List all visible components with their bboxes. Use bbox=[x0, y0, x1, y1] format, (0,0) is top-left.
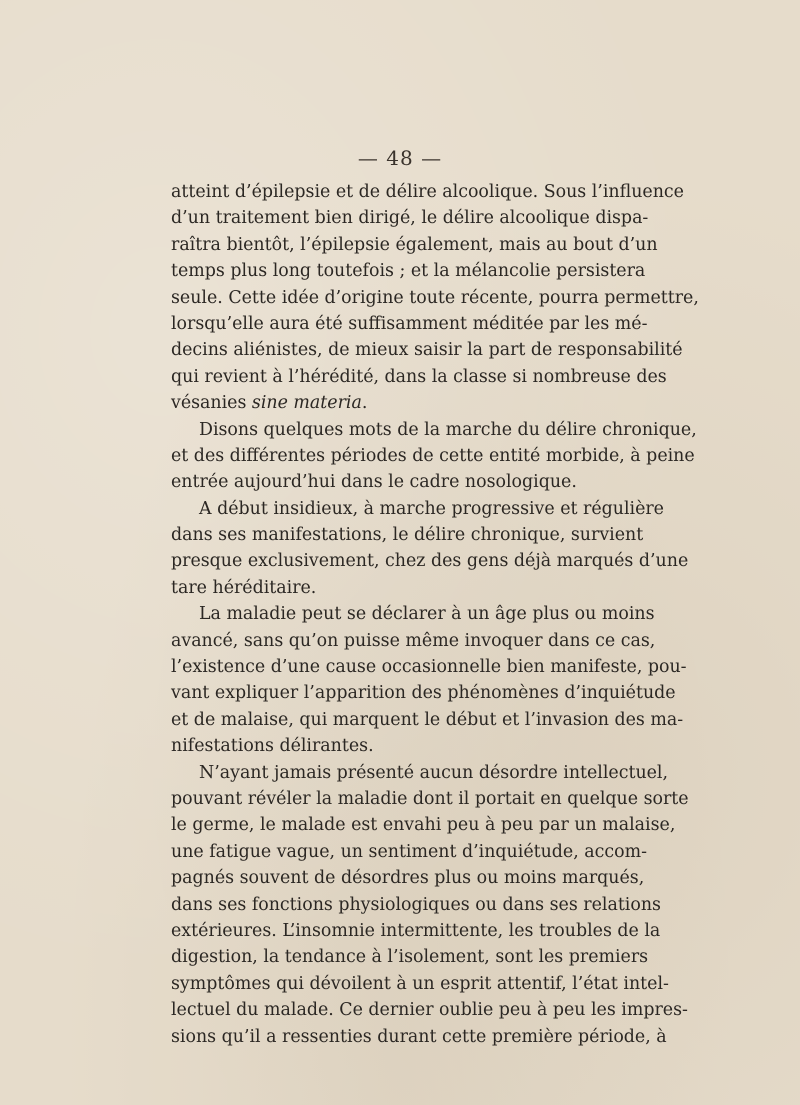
line-text: atteint d’épilepsie et de délire alcoolique. Sous l’influence bbox=[171, 182, 684, 202]
text-line bbox=[171, 865, 645, 891]
line-text: extérieures. L’insomnie intermittente, les troubles de la bbox=[171, 920, 661, 941]
text-line bbox=[171, 390, 630, 416]
line-text: digestion, la tendance à l’isolement, sont les premiers bbox=[171, 947, 649, 968]
line-text: sions qu’il a ressenties durant cette première période, à bbox=[171, 1026, 667, 1047]
text-line bbox=[171, 812, 676, 838]
text-line bbox=[171, 786, 689, 812]
line-text: symptômes qui dévoilent à un esprit attentif, l’état intel- bbox=[171, 973, 669, 994]
text-line bbox=[171, 311, 648, 337]
line-text: seule. Cette idée d’origine toute récente, pourra permettre, bbox=[171, 287, 699, 308]
line-text: qui revient à l’hérédité, dans la classe si nombreuse des bbox=[171, 366, 667, 387]
text-line bbox=[171, 285, 699, 311]
text-line bbox=[171, 707, 684, 733]
line-text: et de malaise, qui marquent le début et l’invasion des ma- bbox=[171, 709, 684, 730]
line-text: dans ses manifestations, le délire chronique, survient bbox=[171, 525, 644, 546]
text-line bbox=[171, 496, 664, 522]
body-text bbox=[171, 179, 699, 1050]
page-number: — 48 — bbox=[357, 146, 443, 170]
text-line bbox=[171, 997, 688, 1023]
text-line bbox=[171, 548, 689, 574]
line-text: presque exclusivement, chez des gens déjà marqués d’une bbox=[171, 551, 689, 572]
line-text: Disons quelques mots de la marche du délire chronique, bbox=[199, 419, 697, 440]
text-line bbox=[171, 258, 646, 284]
text-line bbox=[171, 628, 656, 654]
line-text: N’ayant jamais présenté aucun désordre intellectuel, bbox=[199, 762, 669, 783]
text-line bbox=[171, 1024, 667, 1050]
line-text: lorsqu’elle aura été suffisamment méditée par les mé- bbox=[171, 313, 648, 334]
text-line bbox=[171, 839, 647, 865]
text-line bbox=[171, 892, 661, 918]
line-text: temps plus long toutefois ; et la mélancolie persistera bbox=[171, 261, 646, 282]
line-text: A début insidieux, à marche progressive et régulière bbox=[199, 498, 664, 519]
line-text: vésanies bbox=[171, 393, 252, 414]
text-line bbox=[171, 601, 655, 627]
text-line bbox=[171, 522, 644, 548]
line-text: tare héréditaire. bbox=[171, 577, 317, 598]
line-text: dans ses fonctions physiologiques ou dans ses relations bbox=[171, 894, 661, 915]
text-line bbox=[171, 179, 684, 205]
line-text: pagnés souvent de désordres plus ou moins marqués, bbox=[171, 868, 645, 889]
italic-phrase: sine materia bbox=[251, 393, 362, 414]
text-line bbox=[171, 760, 669, 786]
text-line bbox=[171, 654, 687, 680]
text-line bbox=[171, 469, 630, 495]
text-line bbox=[171, 364, 667, 390]
text-line bbox=[171, 918, 661, 944]
line-text: La maladie peut se déclarer à un âge plus ou moins bbox=[199, 604, 655, 625]
line-text: avancé, sans qu’on puisse même invoquer dans ce cas, bbox=[171, 630, 656, 651]
text-line bbox=[171, 205, 649, 231]
line-text: pouvant révéler la maladie dont il portait en quelque sorte bbox=[171, 788, 689, 809]
line-text: vant expliquer l’apparition des phénomènes d’inquiétude bbox=[171, 683, 676, 704]
text-line bbox=[171, 944, 649, 970]
text-line bbox=[171, 417, 697, 443]
line-text: lectuel du malade. Ce dernier oublie peu à peu les impres- bbox=[171, 1000, 688, 1021]
line-text: une fatigue vague, un sentiment d’inquiétude, accom- bbox=[171, 841, 647, 862]
line-text: l’existence d’une cause occasionnelle bien manifeste, pou- bbox=[171, 657, 687, 678]
text-line bbox=[171, 971, 669, 997]
line-text: decins aliénistes, de mieux saisir la part de responsabilité bbox=[171, 340, 683, 361]
text-line bbox=[171, 575, 630, 601]
line-text: d’un traitement bien dirigé, le délire alcoolique dispa- bbox=[171, 208, 649, 229]
text-line bbox=[171, 733, 630, 759]
line-text: nifestations délirantes. bbox=[171, 736, 374, 757]
text-line bbox=[171, 443, 695, 469]
text-line bbox=[171, 232, 658, 258]
line-text: raîtra bientôt, l’épilepsie également, mais au bout d’un bbox=[171, 234, 658, 255]
line-text: entrée aujourd’hui dans le cadre nosologique. bbox=[171, 472, 577, 493]
text-line bbox=[171, 680, 676, 706]
line-text: et des différentes périodes de cette entité morbide, à peine bbox=[171, 445, 695, 466]
line-punctuation: . bbox=[361, 393, 368, 414]
line-text: le germe, le malade est envahi peu à peu par un malaise, bbox=[171, 815, 676, 836]
text-line bbox=[171, 337, 683, 363]
